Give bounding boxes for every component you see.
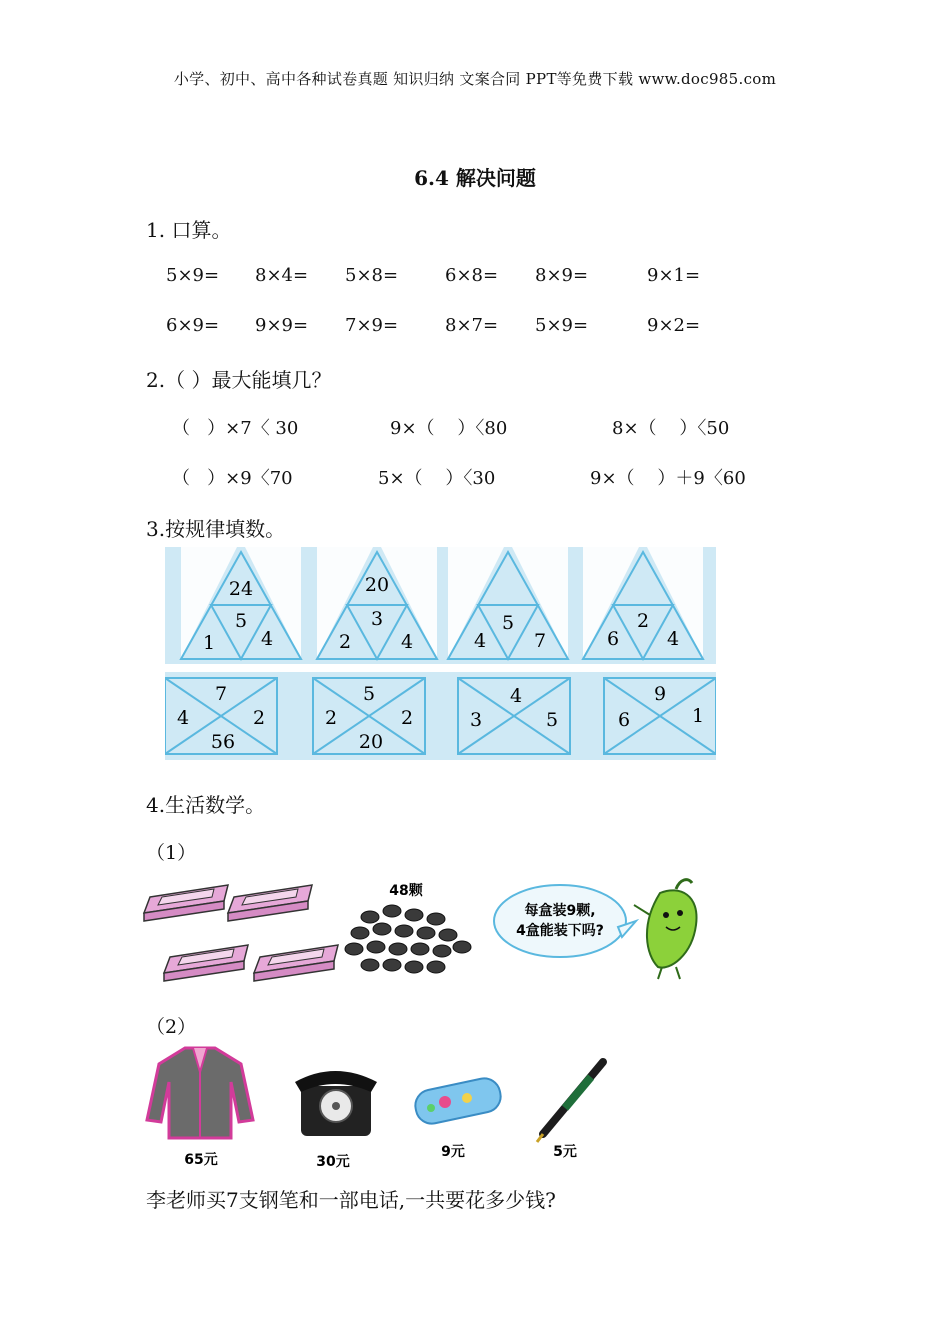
q1-item: 9×2= (647, 315, 701, 336)
coat-price: 65元 (184, 1152, 218, 1168)
coat-icon (147, 1048, 253, 1138)
q2-row1 (0, 414, 950, 440)
triangle-panel (165, 547, 716, 664)
triangle-top-number: 24 (228, 578, 254, 600)
q1-label: 1. 口算。 (146, 218, 232, 242)
envelope-right-number: 5 (545, 709, 559, 731)
bubble-line-2: 4盒能装下吗? (516, 923, 604, 939)
envelope-top-number: 4 (509, 685, 523, 707)
envelope-right-number: 2 (400, 707, 414, 729)
q4-part2-label: （2） (146, 1016, 197, 1038)
envelope-right-number: 1 (691, 705, 705, 727)
q2-label: 2.（ ）最大能填几？ (146, 368, 332, 392)
triangle-left-number: 2 (338, 631, 352, 653)
triangle-puzzle-1 (181, 547, 301, 659)
envelope-right-number: 2 (252, 707, 266, 729)
envelope-top-number: 5 (362, 683, 376, 705)
envelope-left-number: 3 (469, 709, 483, 731)
shop-items-illustration (145, 1042, 625, 1172)
q1-item: 8×4= (255, 265, 309, 286)
envelope-puzzle-1 (165, 678, 277, 754)
triangle-left-number: 4 (473, 630, 487, 652)
envelope-puzzle-4 (604, 678, 716, 754)
pencil-case-price: 9元 (441, 1144, 465, 1160)
q1-item: 6×8= (445, 265, 499, 286)
candy-pile-icon (345, 905, 471, 973)
triangle-puzzle-3 (448, 547, 568, 659)
pen-price: 5元 (553, 1144, 577, 1160)
envelope-bottom-number: 20 (358, 731, 384, 753)
envelope-puzzle-3 (458, 678, 570, 754)
triangle-mid-number: 2 (636, 610, 650, 632)
envelope-left-number: 6 (617, 709, 631, 731)
site-header: 小学、初中、高中各种试卷真题 知识归纳 文案合同 PPT等免费下载 www.doc985.com (173, 70, 777, 88)
triangle-left-number: 6 (606, 628, 620, 650)
triangle-right-number: 4 (400, 631, 414, 653)
pepper-character-icon (634, 880, 697, 979)
q1-item: 5×9= (166, 265, 220, 286)
triangle-mid-number: 5 (234, 610, 248, 632)
box-icon (164, 945, 248, 981)
candy-count-label: 48颗 (389, 883, 423, 899)
q2-row2 (0, 464, 950, 490)
box-icon (144, 885, 228, 921)
triangle-right-number: 4 (260, 628, 274, 650)
envelope-top-number: 7 (214, 683, 228, 705)
q4-part1-label: （1） (146, 842, 197, 864)
q2-item: 9×（ ）〈80 (390, 418, 508, 439)
triangle-figures (165, 547, 716, 664)
triangle-puzzle-4 (583, 547, 703, 659)
triangle-mid-number: 3 (370, 608, 384, 630)
bubble-line-1: 每盒装9颗, (524, 903, 596, 919)
q2-item: 9×（ ）＋9〈60 (590, 468, 746, 489)
triangle-left-number: 1 (202, 632, 216, 654)
page-title: 6.4 解决问题 (414, 166, 536, 190)
q2-item: 8×（ ）〈50 (612, 418, 730, 439)
q2-item: （ ）×7〈 30 (172, 418, 299, 439)
envelope-left-number: 4 (176, 707, 190, 729)
envelope-bottom-number: 56 (210, 731, 236, 753)
triangle-right-number: 7 (533, 630, 547, 652)
triangle-right-number: 4 (666, 628, 680, 650)
q4-part2-question: 李老师买7支钢笔和一部电话,一共要花多少钱? (146, 1188, 556, 1212)
triangle-top-number: 20 (364, 574, 390, 596)
telephone-icon (295, 1071, 377, 1136)
box-icon (254, 945, 338, 981)
q1-item: 8×9= (535, 265, 589, 286)
triangle-mid-number: 5 (501, 612, 515, 634)
triangle-puzzle-2 (317, 547, 437, 659)
q3-label: 3.按规律填数。 (146, 517, 286, 541)
box-icon (228, 885, 312, 921)
q1-item: 9×9= (255, 315, 309, 336)
speech-bubble (494, 885, 636, 957)
q4-label: 4.生活数学。 (146, 793, 266, 817)
q1-item: 5×9= (535, 315, 589, 336)
q1-item: 7×9= (345, 315, 399, 336)
q1-row1 (0, 265, 950, 291)
q1-row2 (0, 315, 950, 341)
q1-item: 5×8= (345, 265, 399, 286)
envelope-left-number: 2 (324, 707, 338, 729)
q1-item: 9×1= (647, 265, 701, 286)
envelope-figures (165, 672, 716, 760)
envelope-top-number: 9 (653, 683, 667, 705)
envelope-panel (165, 672, 716, 760)
q1-item: 8×7= (445, 315, 499, 336)
q2-item: 5×（ ）〈30 (378, 468, 496, 489)
q1-item: 6×9= (166, 315, 220, 336)
pencil-case-icon (412, 1075, 503, 1126)
telephone-price: 30元 (316, 1154, 350, 1170)
q2-item: （ ）×9〈70 (172, 468, 293, 489)
fountain-pen-icon (537, 1062, 603, 1142)
candy-boxes-illustration (140, 875, 700, 985)
envelope-puzzle-2 (313, 678, 425, 754)
